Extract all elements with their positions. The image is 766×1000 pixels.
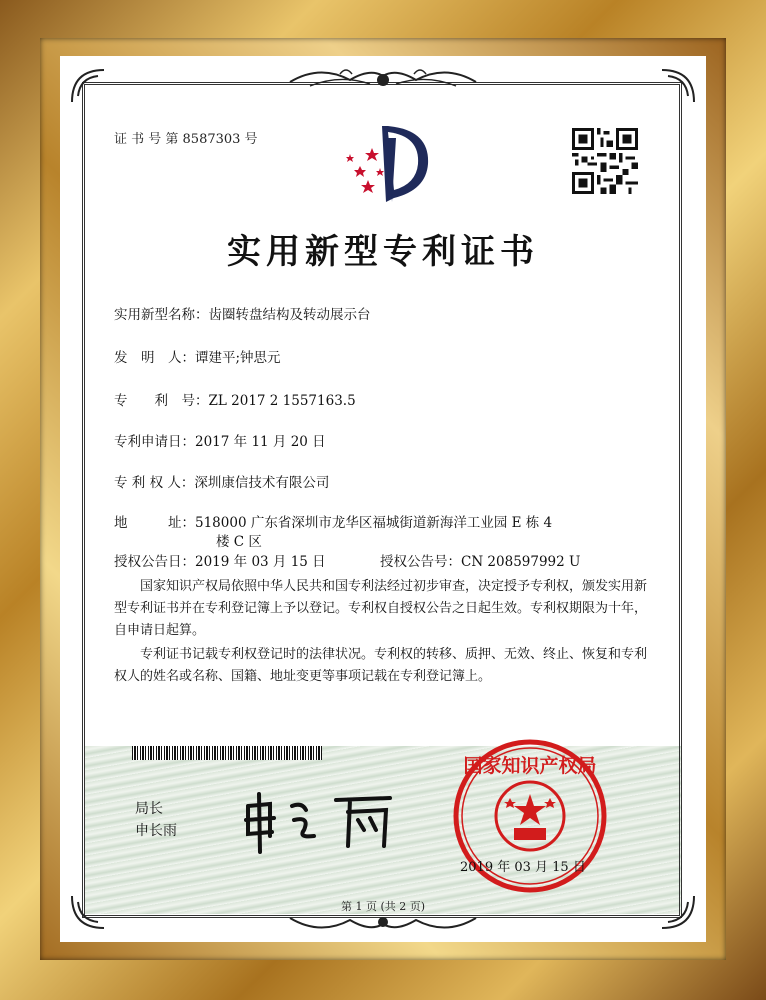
grant-date-value: 2019 年 03 月 15 日 [195, 554, 326, 570]
top-ornament [280, 62, 486, 94]
field-address [114, 511, 552, 531]
field-patent-number [114, 389, 356, 409]
field-value: 2017 年 11 月 20 日 [195, 434, 326, 450]
field-patentee [114, 471, 329, 491]
certificate-number: 证 书 号 第 8587303 号 [114, 132, 258, 147]
field-label: 专利申请日： [114, 434, 195, 450]
barcode-icon [132, 746, 322, 760]
certificate-body [114, 576, 654, 688]
field-value: 518000 广东省深圳市龙华区福城街道新海洋工业园 E 栋 4 [195, 515, 553, 531]
certificate-paper [60, 56, 706, 942]
certificate-title: 实用新型专利证书 [227, 232, 539, 272]
page-number: 第 1 页 (共 2 页) [340, 900, 426, 913]
grant-number-value: CN 208597992 U [461, 554, 581, 570]
director-signature [240, 786, 410, 856]
seal-date: 2019 年 03 月 15 日 [460, 860, 586, 875]
field-address-continued [216, 530, 262, 550]
field-value: 楼 C 区 [216, 534, 262, 550]
corner-ornament-top-left [68, 66, 108, 106]
field-value: ZL 2017 2 1557163.5 [208, 393, 356, 409]
body-paragraph-2: 专利证书记载专利权登记时的法律状况。专利权的转移、质押、无效、终止、恢复和专利权人的姓名或名称、国籍、地址变更等事项记载在专利登记簿上。 [114, 647, 648, 684]
field-utility-model-name [114, 303, 371, 323]
field-value: 谭建平;钟思元 [195, 350, 281, 366]
field-inventor [114, 346, 281, 366]
director-title: 局长 [135, 801, 163, 817]
body-paragraph-1: 国家知识产权局依照中华人民共和国专利法经过初步审查，决定授予专利权，颁发实用新型专利证书并在专利登记簿上予以登记。专利权自授权公告之日起生效。专利权期限为十年，自申请日起算。 [114, 579, 648, 638]
director-block [135, 798, 177, 842]
field-label: 专 利 号： [114, 393, 209, 409]
field-value: 深圳康信技术有限公司 [194, 475, 330, 491]
field-application-date [114, 430, 326, 450]
field-label: 实用新型名称： [114, 307, 209, 323]
director-name: 申长雨 [135, 823, 177, 839]
field-label: 专 利 权 人： [114, 475, 195, 491]
corner-ornament-top-right [658, 66, 698, 106]
grant-number [380, 550, 580, 570]
seal-text: 国家知识产权局 [463, 755, 597, 777]
grant-date [114, 550, 326, 570]
grant-number-label: 授权公告号： [380, 554, 461, 570]
qr-code-icon [572, 128, 638, 194]
field-value: 齿圈转盘结构及转动展示台 [208, 307, 371, 323]
patent-office-logo-icon [338, 118, 438, 204]
field-label: 地 址： [114, 515, 195, 531]
grant-date-label: 授权公告日： [114, 554, 195, 570]
field-label: 发 明 人： [114, 350, 195, 366]
